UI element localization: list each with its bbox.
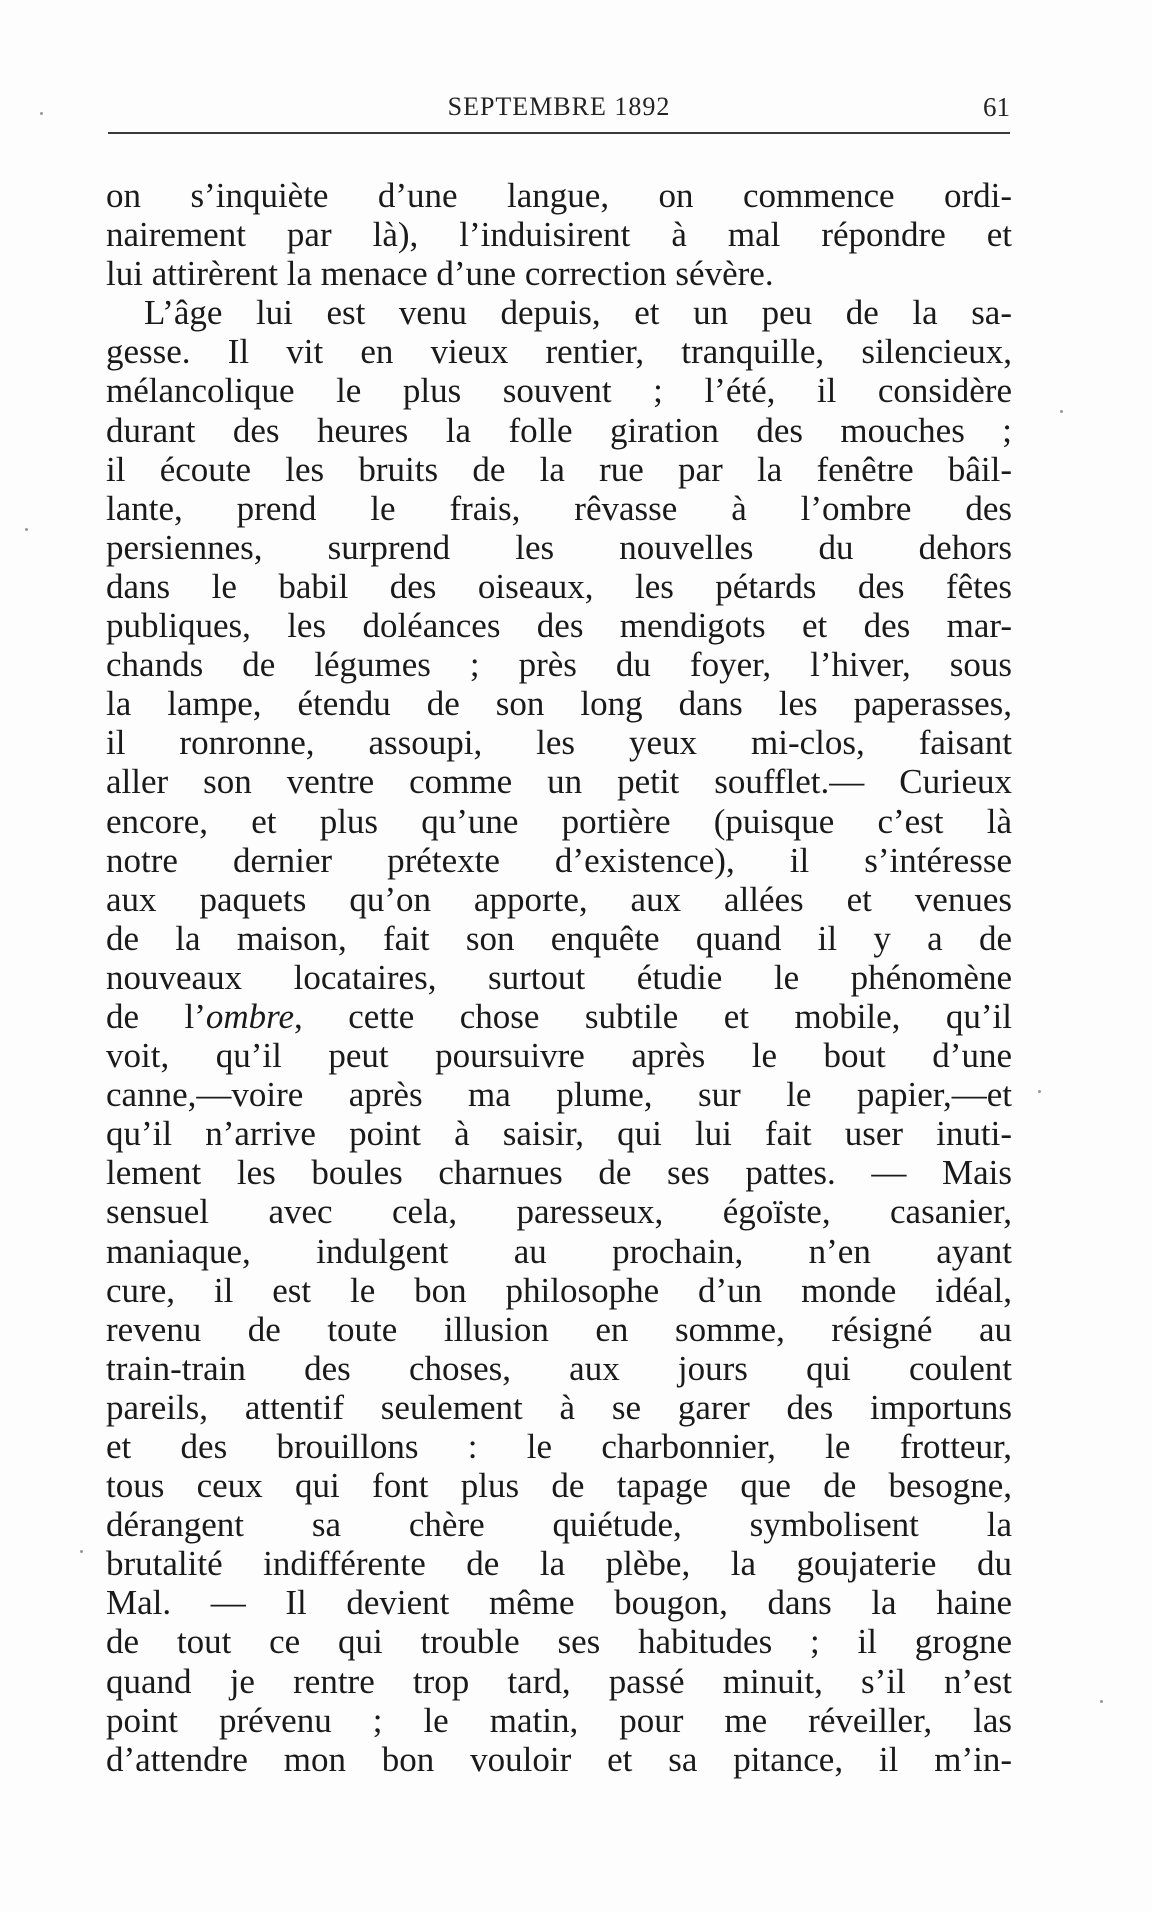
text-line: point prévenu ; le matin, pour me réveiller, las <box>106 1700 1012 1740</box>
text-line: canne,—voire après ma plume, sur le papier,—et <box>106 1075 1012 1115</box>
text-line: la lampe, étendu de son long dans les paperasses, <box>106 684 1012 724</box>
text-line: lante, prend le frais, rêvasse à l’ombre des <box>106 488 1012 528</box>
text-line: train-train des choses, aux jours qui coulent <box>106 1348 1012 1388</box>
text-line: brutalité indifférente de la plèbe, la goujaterie du <box>106 1544 1012 1584</box>
text-line: il ronronne, assoupi, les yeux mi-clos, faisant <box>106 723 1012 763</box>
text-line: publiques, les doléances des mendigots et des mar- <box>106 606 1012 646</box>
scan-speck <box>1038 1090 1041 1093</box>
scan-speck <box>40 112 43 115</box>
text-line: aux paquets qu’on apporte, aux allées et venues <box>106 879 1012 919</box>
text-line: de tout ce qui trouble ses habitudes ; il grogne <box>106 1622 1012 1662</box>
text-line: notre dernier prétexte d’existence), il s’intéresse <box>106 840 1012 880</box>
text-line: voit, qu’il peut poursuivre après le bout d’une <box>106 1036 1012 1076</box>
text-line: nairement par là), l’induisirent à mal répondre et <box>106 215 1012 255</box>
text-line: persiennes, surprend les nouvelles du dehors <box>106 527 1012 567</box>
text-line: tous ceux qui font plus de tapage que de besogne, <box>106 1466 1012 1506</box>
text-line: de la maison, fait son enquête quand il y a de <box>106 918 1012 958</box>
text-line: chands de légumes ; près du foyer, l’hiver, sous <box>106 645 1012 685</box>
text-line: dérangent sa chère quiétude, symbolisent la <box>106 1505 1012 1545</box>
text-line: il écoute les bruits de la rue par la fenêtre bâil- <box>106 449 1012 489</box>
text-line: L’âge lui est venu depuis, et un peu de la sa- <box>144 293 1012 333</box>
text-line: et des brouillons : le charbonnier, le frotteur, <box>106 1427 1012 1466</box>
text-segment: de l’ <box>106 996 206 1036</box>
text-line: gesse. Il vit en vieux rentier, tranquille, silencieux, <box>106 332 1012 372</box>
text-line: lement les boules charnues de ses pattes. — Mais <box>106 1153 1012 1193</box>
text-line: qu’il n’arrive point à saisir, qui lui fait user inuti- <box>106 1114 1012 1154</box>
text-line: sensuel avec cela, paresseux, égoïste, casanier, <box>106 1192 1012 1232</box>
text-segment: , cette chose subtile et mobile, qu’il <box>294 996 1012 1036</box>
text-line: cure, il est le bon philosophe d’un monde idéal, <box>106 1270 1012 1310</box>
body-text <box>106 176 1012 1779</box>
text-line: lui attirèrent la menace d’une correction sévère. <box>106 254 774 294</box>
text-line: mélancolique le plus souvent ; l’été, il considère <box>106 371 1012 411</box>
text-line: durant des heures la folle giration des mouches ; <box>106 410 1012 450</box>
text-line: d’attendre mon bon vouloir et sa pitance, il m’in- <box>106 1739 1012 1779</box>
scan-speck <box>1060 410 1063 413</box>
text-line: nouveaux locataires, surtout étudie le phénomène <box>106 957 1012 997</box>
text-line: dans le babil des oiseaux, les pétards des fêtes <box>106 566 1012 606</box>
text-line: Mal. — Il devient même bougon, dans la haine <box>106 1583 1012 1623</box>
text-line: revenu de toute illusion en somme, résigné au <box>106 1309 1012 1349</box>
scan-speck <box>25 528 28 531</box>
text-line: encore, et plus qu’une portière (puisque c’est là <box>106 801 1012 841</box>
text-line: maniaque, indulgent au prochain, n’en ayant <box>106 1231 1012 1271</box>
text-line: quand je rentre trop tard, passé minuit, s’il n’est <box>106 1661 1012 1701</box>
scan-speck <box>80 1550 83 1553</box>
text-line: aller son ventre comme un petit soufflet.— Curieux <box>106 762 1012 802</box>
page-number: 61 <box>983 92 1010 122</box>
scan-speck <box>1100 1700 1103 1703</box>
text-line-with-italic <box>106 997 1012 1036</box>
running-head: SEPTEMBRE 1892 <box>447 92 671 121</box>
text-line: pareils, attentif seulement à se garer des importuns <box>106 1387 1012 1427</box>
italic-word: ombre <box>205 996 295 1036</box>
page-header <box>108 88 1010 134</box>
text-line: on s’inquiète d’une langue, on commence ordi- <box>106 176 1012 215</box>
